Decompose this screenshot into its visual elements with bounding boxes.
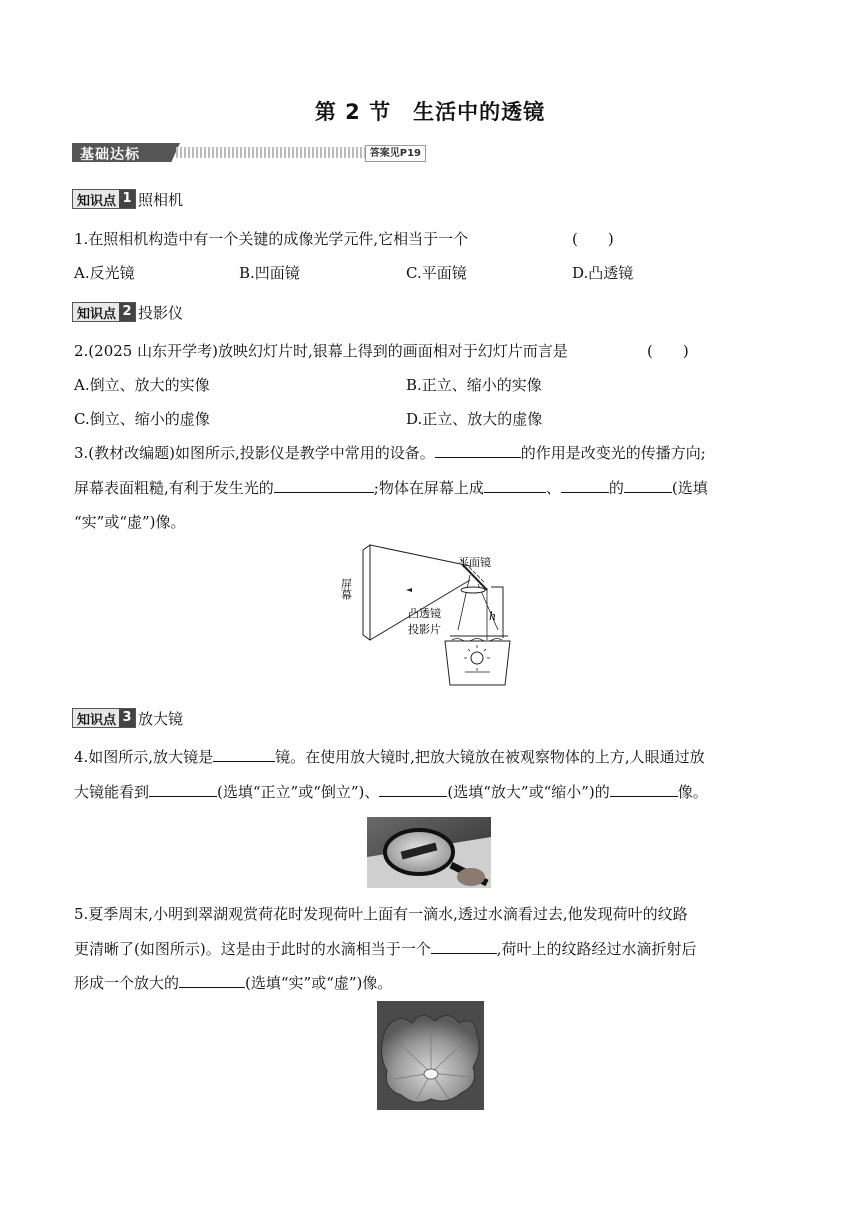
lamp-icon: [471, 652, 483, 664]
kp-number: 2: [119, 303, 135, 321]
answer-blank[interactable]: [435, 443, 521, 458]
screen-shape: [363, 545, 370, 640]
hand: [457, 868, 485, 886]
q5-text: 更清晰了(如图所示)。这是由于此时的水滴相当于一个: [74, 940, 431, 958]
convex-lens: [461, 587, 485, 593]
kp-badge: [72, 302, 136, 322]
question-3-line-3: [74, 511, 186, 533]
question-5-line-3: [74, 972, 392, 994]
q1-text: 1.在照相机构造中有一个关键的成像光学元件,它相当于一个: [74, 230, 469, 248]
lotus-leaf-photo: [377, 1001, 484, 1110]
water-drop: [424, 1069, 438, 1079]
q2-text: 2.(2025 山东开学考)放映幻灯片时,银幕上得到的画面相对于幻灯片而言是: [74, 342, 568, 360]
question-5-line-2: [74, 938, 697, 960]
question-4-line-2: [74, 781, 708, 803]
h-label: h: [489, 610, 497, 623]
q4-text: 大镜能看到: [74, 783, 150, 801]
q2-option-a: A.倒立、放大的实像: [74, 376, 210, 394]
answer-blank[interactable]: [379, 782, 447, 797]
answer-blank[interactable]: [149, 782, 217, 797]
lotus-leaf: [381, 1015, 479, 1102]
q3-text: ;物体在屏幕上成: [373, 479, 484, 497]
knowledge-point-2: [72, 301, 183, 323]
q1-option-b: B.凹面镜: [239, 264, 300, 282]
question-2-stem: [74, 340, 568, 362]
answer-blank[interactable]: [431, 939, 497, 954]
answer-blank[interactable]: [561, 478, 609, 493]
question-5-line-1: [74, 903, 688, 925]
banner-label: 基础达标: [80, 147, 140, 163]
kp-label: 知识点: [77, 306, 117, 322]
knowledge-point-1: [72, 188, 183, 210]
q4-text: 镜。在使用放大镜时,把放大镜放在被观察物体的上方,人眼通过放: [275, 748, 705, 766]
slide-label: 投影片: [408, 623, 441, 636]
answer-blank[interactable]: [610, 782, 678, 797]
kp-label: 知识点: [77, 712, 117, 728]
answer-blank[interactable]: [179, 973, 245, 988]
q3-text: 的作用是改变光的传播方向;: [520, 444, 706, 462]
answer-blank[interactable]: [624, 478, 672, 493]
answer-blank[interactable]: [213, 747, 275, 762]
q1-option-c: C.平面镜: [406, 264, 467, 282]
question-4-line-1: [74, 746, 705, 768]
q5-text: 5.夏季周末,小明到翠湖观赏荷花时发现荷叶上面有一滴水,透过水滴看过去,他发现荷叶的纹路: [74, 905, 688, 923]
q4-text: 4.如图所示,放大镜是: [74, 748, 214, 766]
kp-title: 照相机: [138, 190, 184, 209]
q4-text: (选填“正立”或“倒立”)、: [217, 783, 380, 801]
q2-option-d: D.正立、放大的虚像: [406, 410, 543, 428]
q3-text: 屏幕表面粗糙,有利于发生光的: [74, 479, 274, 497]
q1-option-a: A.反光镜: [74, 264, 135, 282]
kp-number: 1: [119, 190, 135, 208]
kp-label: 知识点: [77, 193, 117, 209]
arrow: [406, 588, 412, 592]
q4-text: (选填“放大”或“缩小”)的: [447, 783, 610, 801]
section-banner: [72, 143, 428, 162]
answer-blank[interactable]: [484, 478, 546, 493]
kp-badge: [72, 708, 136, 728]
lens-label: 凸透镜: [408, 607, 441, 620]
q3-text: 的: [608, 479, 624, 497]
q1-option-d: D.凸透镜: [572, 264, 634, 282]
answer-blank[interactable]: [274, 478, 374, 493]
ray-top: [370, 545, 470, 566]
knowledge-point-3: [72, 707, 183, 729]
q3-text: (选填: [671, 479, 708, 497]
q5-text: (选填“实”或“虚”)像。: [245, 974, 393, 992]
projector-diagram: [340, 540, 520, 690]
kp-title: 放大镜: [138, 709, 184, 728]
q2-option-c: C.倒立、缩小的虚像: [74, 410, 210, 428]
magnifier-photo: [367, 817, 491, 888]
kp-badge: [72, 189, 136, 209]
question-3-line-2: [74, 477, 708, 499]
q4-text: 像。: [677, 783, 708, 801]
question-1-stem: [74, 228, 468, 250]
screen-label: 屏幕: [340, 578, 353, 600]
q1-answer-paren: ( ): [572, 230, 614, 248]
q3-text: 3.(教材改编题)如图所示,投影仪是教学中常用的设备。: [74, 444, 435, 462]
q5-text: ,荷叶上的纹路经过水滴折射后: [496, 940, 697, 958]
kp-number: 3: [119, 709, 135, 727]
question-3-line-1: [74, 442, 706, 464]
q3-text: 、: [545, 479, 561, 497]
q5-text: 形成一个放大的: [74, 974, 180, 992]
q2-answer-paren: ( ): [647, 342, 689, 360]
kp-title: 投影仪: [138, 303, 184, 322]
q3-text: “实”或“虚”)像。: [74, 513, 186, 531]
q2-option-b: B.正立、缩小的实像: [406, 376, 542, 394]
answer-reference: 答案见P19: [365, 145, 426, 162]
mirror-label: 平面镜: [458, 556, 491, 569]
page-title: 第 2 节 生活中的透镜: [314, 100, 546, 124]
